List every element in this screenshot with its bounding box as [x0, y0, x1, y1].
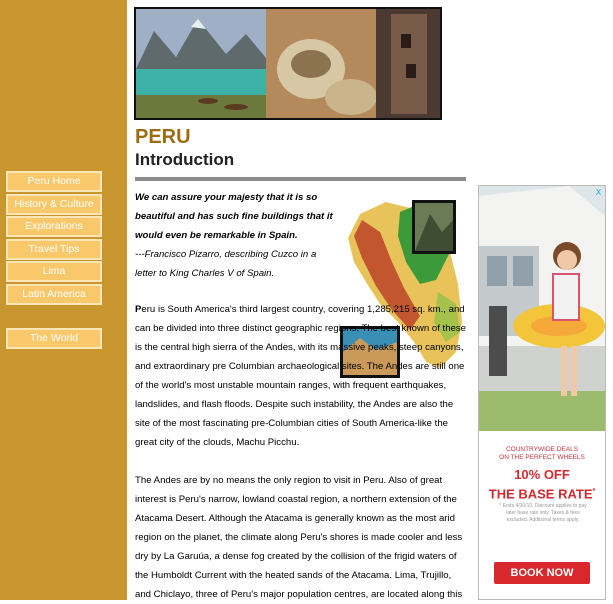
- ad-line-2: ON THE PERFECT WHEELS: [499, 454, 585, 461]
- quote-attribution: ---Francisco Pizarro, describing Cuzco in a letter to King Charles V of Spain.: [135, 249, 317, 279]
- nav-peru-home[interactable]: Peru Home: [6, 171, 102, 192]
- main-content: [135, 188, 468, 604]
- sidebar: [0, 0, 127, 600]
- page-subtitle: Introduction: [135, 150, 235, 169]
- ad-fine-1: * Ends 4/30/10. Discount applies to pay: [499, 503, 587, 509]
- ad-headline-2-mark: *: [592, 488, 596, 495]
- drop-cap: P: [135, 304, 142, 315]
- nav-history-culture[interactable]: History & Culture: [6, 194, 102, 215]
- banner-image: [134, 7, 442, 120]
- banner-collage-icon: [136, 9, 440, 118]
- ad-photo-icon: [479, 186, 605, 431]
- paragraph-1-text: eru is South America's third largest country, covering 1,285,215 sq. km., and can be divided into three distinct geographic regions. The best known of these is the central high sierra of the Andes, with its massive peaks, steep canyons, and extraordinary pre Columbian archaeological sites. The Andes are still one of the world's most unstable mountain ranges, with frequent earthquakes, landslides, and flash floods. Despite such instability, the Andes are also the site of the most fascinating pre-Columbian cities of South America-like the great city of the clouds, Machu Picchu.: [135, 304, 467, 448]
- ad-headline-1: 10% OFF: [514, 467, 570, 482]
- ad-line-1: COUNTRYWIDE DEALS: [505, 446, 579, 453]
- ad-fine-2: later base rate only. Taxes & fees: [506, 510, 580, 516]
- page-title: PERU: [135, 126, 191, 148]
- nav-menu: [6, 171, 102, 350]
- intro-paragraph-1: [135, 300, 468, 452]
- nav-explorations[interactable]: Explorations: [6, 216, 102, 237]
- nav-the-world[interactable]: The World: [6, 328, 102, 349]
- divider: [135, 177, 466, 181]
- intro-paragraph-2: The Andes are by no means the only region to visit in Peru. Also of great interest is Peru's narrow, lowland coastal region, a northern extension of the Atacama Desert. Although the Atacama is generally known as the most arid region on the planet, the climate along Peru's shores is made cooler and less dry by La Garuúa, a dense fog created by the collision of the frigid waters of the Humboldt Current with the heated sands of the Atacama. Lima, Trujillo, and Chiclayo, three of Peru's major population centres, are located along this: [135, 475, 463, 600]
- ad-headline-2-text: THE BASE RATE: [488, 486, 593, 502]
- ad-headline-2: [479, 484, 605, 501]
- nav-travel-tips[interactable]: Travel Tips: [6, 239, 102, 260]
- advertisement[interactable]: [478, 185, 606, 600]
- nav-lima[interactable]: Lima: [6, 261, 102, 282]
- ad-fine-3: excluded. Additional terms apply.: [506, 517, 580, 523]
- pizarro-quote: We can assure your majesty that it is so beautiful and has such fine buildings that it would even be remarkable in Spain.: [135, 192, 333, 241]
- nav-latin-america[interactable]: Latin America: [6, 284, 102, 305]
- ad-close-icon[interactable]: X: [595, 188, 602, 197]
- book-now-button[interactable]: BOOK NOW: [494, 562, 590, 584]
